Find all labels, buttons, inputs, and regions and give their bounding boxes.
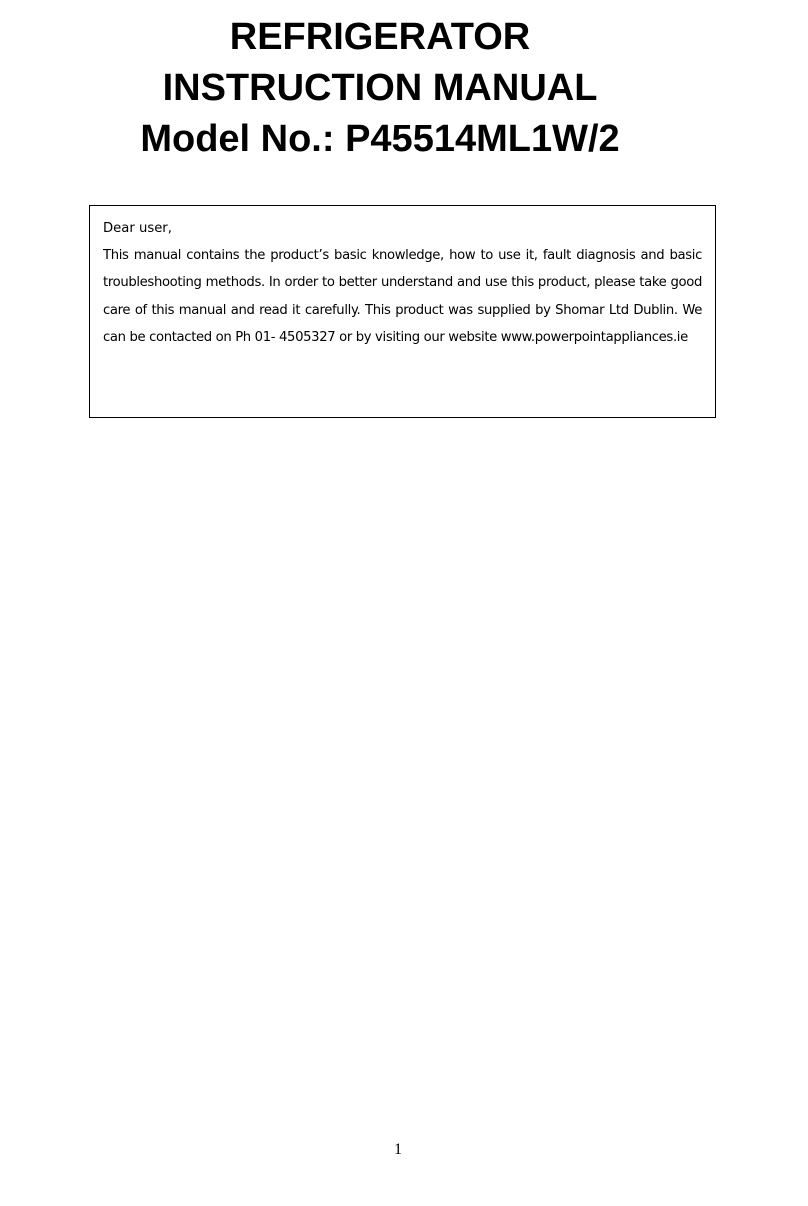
notice-greeting: Dear user, — [103, 221, 172, 236]
notice-body: This manual contains the product’s basic knowledge, how to use it, fault diagnosis and basic troubleshooting methods. In order to better understand and use this product, please take good care of this manual and read it carefully. This product was supplied by Shomar Ltd Dublin. We can be contacted on Ph 01- 4505327 or by visiting our website www.powerpointappliances.ie — [103, 248, 702, 345]
title-manual: INSTRUCTION MANUAL — [162, 67, 598, 109]
page-number: 1 — [394, 1141, 402, 1158]
document-title — [0, 12, 760, 165]
title-model-number: Model No.: P45514ML1W/2 — [140, 118, 620, 160]
title-product: REFRIGERATOR — [229, 16, 531, 58]
user-notice-box — [89, 205, 716, 418]
